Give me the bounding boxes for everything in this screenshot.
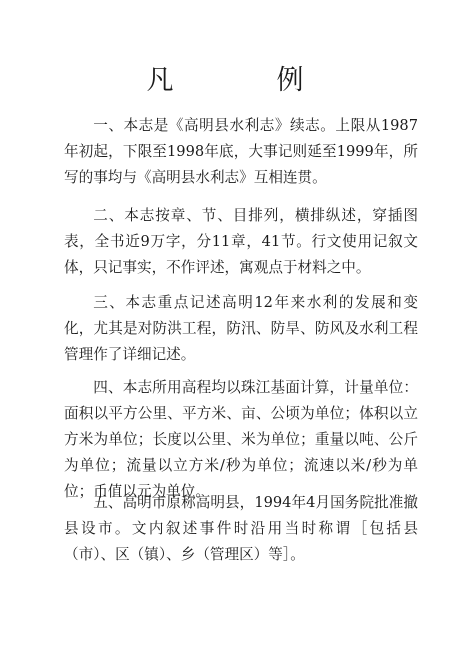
guideline-item-3: 三、本志重点记述高明12年来水利的发展和变化，尤其是对防洪工程，防汛、防旱、防风及水利工程管理作了详细记述。 [64, 294, 418, 363]
guideline-item-2: 二、本志按章、节、目排列，横排纵述，穿插图表，全书近9万字，分11章，41节。行文使用记叙文体，只记事实，不作评述，寓观点于材料之中。 [64, 207, 418, 276]
guideline-item-1: 一、本志是《高明县水利志》续志。上限从1987年初起，下限至1998年底，大事记则延至1999年，所写的事均与《高明县水利志》互相连贯。 [64, 117, 418, 186]
page-title: 凡 例 [146, 65, 342, 96]
guideline-item-4: 四、本志所用高程均以珠江基面计算，计量单位：面积以平方公里、平方米、亩、公顷为单位；体积以立方米为单位；长度以公里、米为单位；重量以吨、公斤为单位；流量以立方米/秒为单位；流速以米/秒为单位；币值以元为单位。 [64, 379, 418, 500]
guideline-item-5: 五、高明市原称高明县，1994年4月国务院批准撤县设市。文内叙述事件时沿用当时称谓［包括县（市）、区（镇）、乡（管理区）等］。 [64, 494, 418, 563]
